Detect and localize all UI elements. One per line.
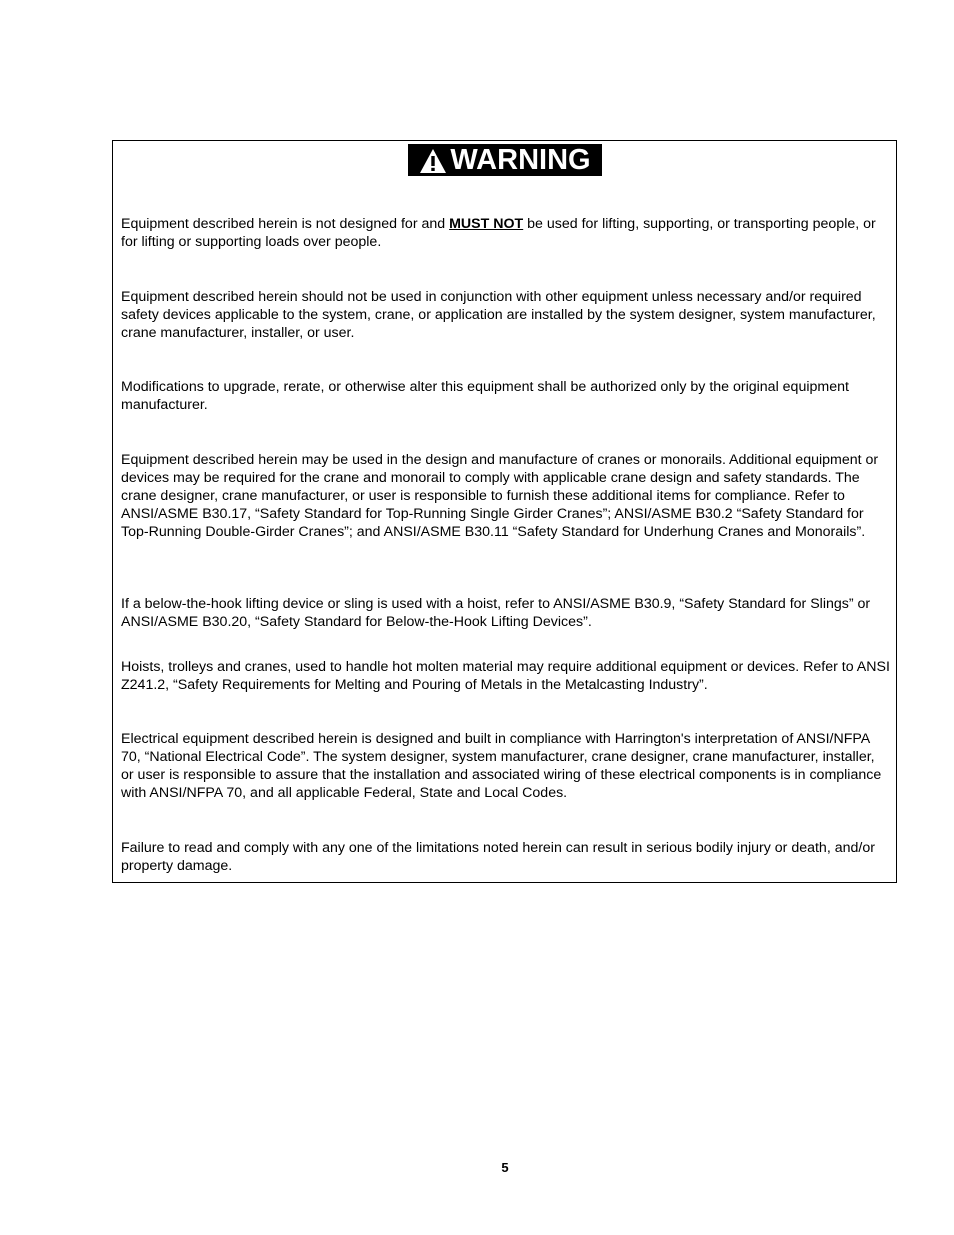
page-number: 5 <box>501 1160 509 1175</box>
warning-banner-label: WARNING <box>450 143 591 176</box>
warning-banner <box>408 144 602 176</box>
warning-paragraph-failure: Failure to read and comply with any one of the limitations noted herein can result in serious bodily injury or death, and/or property damage. <box>121 840 875 874</box>
warning-paragraph-slings: If a below-the-hook lifting device or sling is used with a hoist, refer to ANSI/ASME B30.9, “Safety Standard for Slings” or ANSI/ASME B30.20, “Safety Standard for Below-the-Hook Lifting Devices”. <box>121 596 871 630</box>
warning-paragraph-safety-devices: Equipment described herein should not be used in conjunction with other equipment unless necessary and/or required safety devices applicable to the system, crane, or application are installed by the system designer, system manufacturer, crane manufacturer, installer, or user. <box>121 289 876 341</box>
paragraph-text: be used for lifting, supporting, or transporting people, or for lifting or supporting loads over people. <box>121 216 876 250</box>
warning-box <box>112 140 897 883</box>
exclamation-triangle-icon <box>419 148 447 174</box>
warning-paragraph-modifications: Modifications to upgrade, rerate, or otherwise alter this equipment shall be authorized only by the original equipment manufacturer. <box>121 379 849 413</box>
warning-paragraph-crane-standards: Equipment described herein may be used in the design and manufacture of cranes or monorails. Additional equipment or devices may be required for the crane and monorail to comply with applicable crane design and safety standards. The crane designer, crane manufacturer, or user is responsible to furnish these additional items for compliance. Refer to ANSI/ASME B30.17, “Safety Standard for Top-Running Single Girder Cranes”; ANSI/ASME B30.2 “Safety Standard for Top-Running Double-Girder Cranes”; and ANSI/ASME B30.11 “Safety Standard for Underhung Cranes and Monorails”. <box>121 452 879 540</box>
paragraph-text: Equipment described herein is not designed for and <box>121 216 450 232</box>
must-not-emphasis: MUST NOT <box>449 216 524 232</box>
warning-paragraph-electrical: Electrical equipment described herein is designed and built in compliance with Harrington's interpretation of ANSI/NFPA 70, “National Electrical Code”. The system designer, system manufacturer, crane designer, crane manufacturer, installer, or user is responsible to assure that the installation and associated wiring of these electrical components is in compliance with ANSI/NFPA 70, and all applicable Federal, State and Local Codes. <box>121 731 882 801</box>
warning-paragraph-people <box>121 215 891 251</box>
warning-paragraph-molten-material: Hoists, trolleys and cranes, used to handle hot molten material may require additional equipment or devices. Refer to ANSI Z241.2, “Safety Requirements for Melting and Pouring of Metals in the Metalcasting Industry”. <box>121 659 890 693</box>
